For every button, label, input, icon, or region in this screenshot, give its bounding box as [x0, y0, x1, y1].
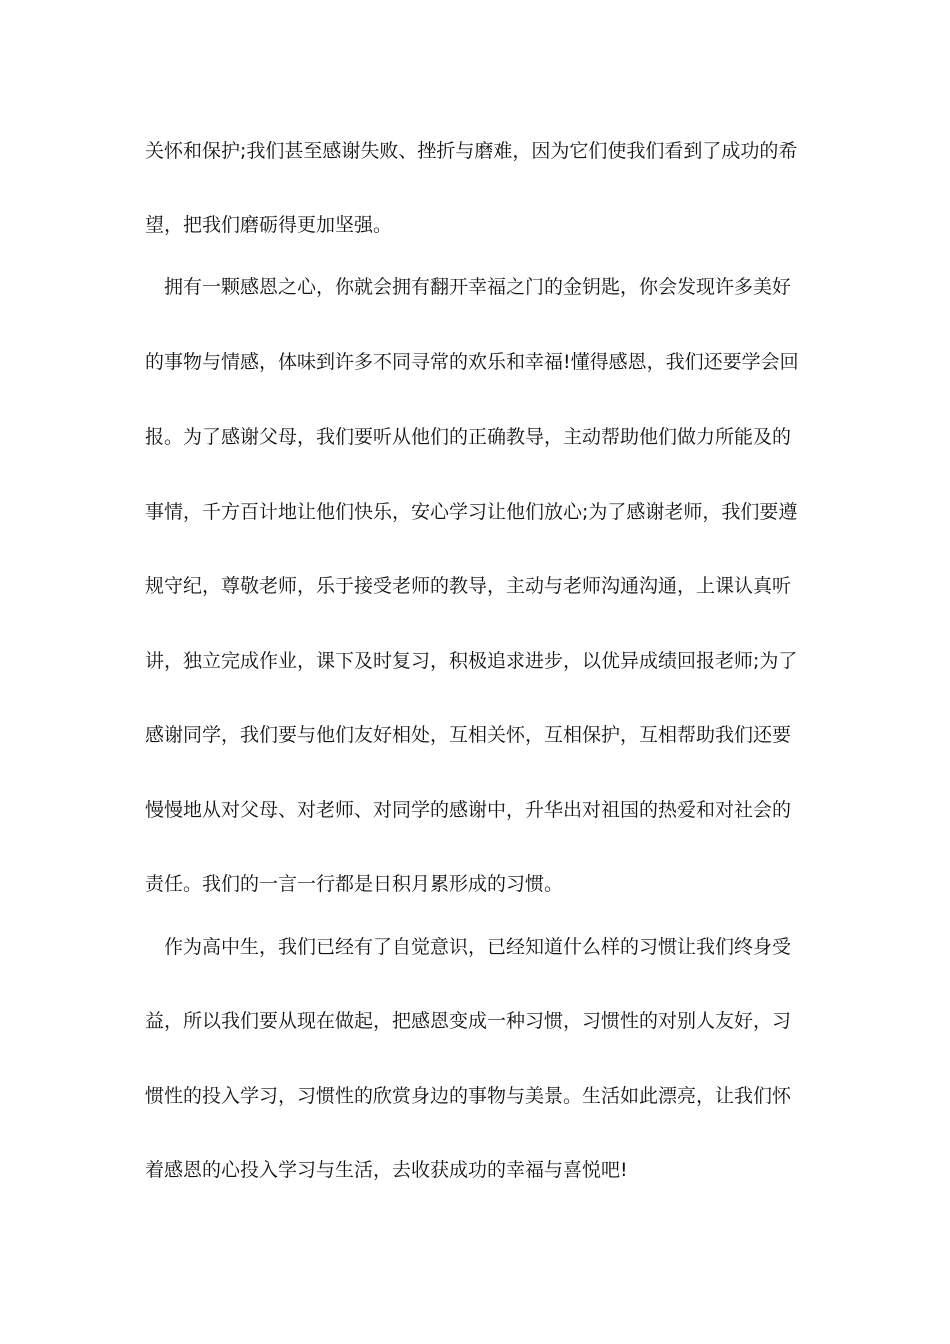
text-line: 作为高中生，我们已经有了自觉意识，已经知道什么样的习惯让我们终身受: [145, 936, 792, 958]
text-line: 报。为了感谢父母，我们要听从他们的正确教导，主动帮助他们做力所能及的: [145, 426, 792, 448]
text-line: 责任。我们的一言一行都是日积月累形成的习惯。: [145, 873, 564, 895]
text-line: 感谢同学，我们要与他们友好相处，互相关怀，互相保护，互相帮助我们还要: [145, 724, 792, 746]
text-line: 关怀和保护;我们甚至感谢失败、挫折与磨难，因为它们使我们看到了成功的希: [145, 140, 798, 162]
text-line: 望，把我们磨砺得更加坚强。: [145, 214, 393, 236]
text-line: 的事物与情感，体味到许多不同寻常的欢乐和幸福!懂得感恩，我们还要学会回: [145, 351, 799, 373]
text-line: 慢慢地从对父母、对老师、对同学的感谢中，升华出对祖国的热爱和对社会的: [145, 799, 792, 821]
text-line: 拥有一颗感恩之心，你就会拥有翻开幸福之门的金钥匙，你会发现许多美好: [145, 276, 792, 298]
text-line: 着感恩的心投入学习与生活，去收获成功的幸福与喜悦吧!: [145, 1159, 628, 1181]
text-line: 事情，千方百计地让他们快乐，安心学习让他们放心;为了感谢老师，我们要遵: [145, 501, 798, 523]
text-line: 规守纪，尊敬老师，乐于接受老师的教导，主动与老师沟通沟通，上课认真听: [145, 575, 792, 597]
text-line: 惯性的投入学习，习惯性的欣赏身边的事物与美景。生活如此漂亮，让我们怀: [145, 1085, 792, 1107]
text-line: 讲，独立完成作业，课下及时复习，积极追求进步，以优异成绩回报老师;为了: [145, 650, 798, 672]
text-line: 益，所以我们要从现在做起，把感恩变成一种习惯，习惯性的对别人友好，习: [145, 1010, 792, 1032]
